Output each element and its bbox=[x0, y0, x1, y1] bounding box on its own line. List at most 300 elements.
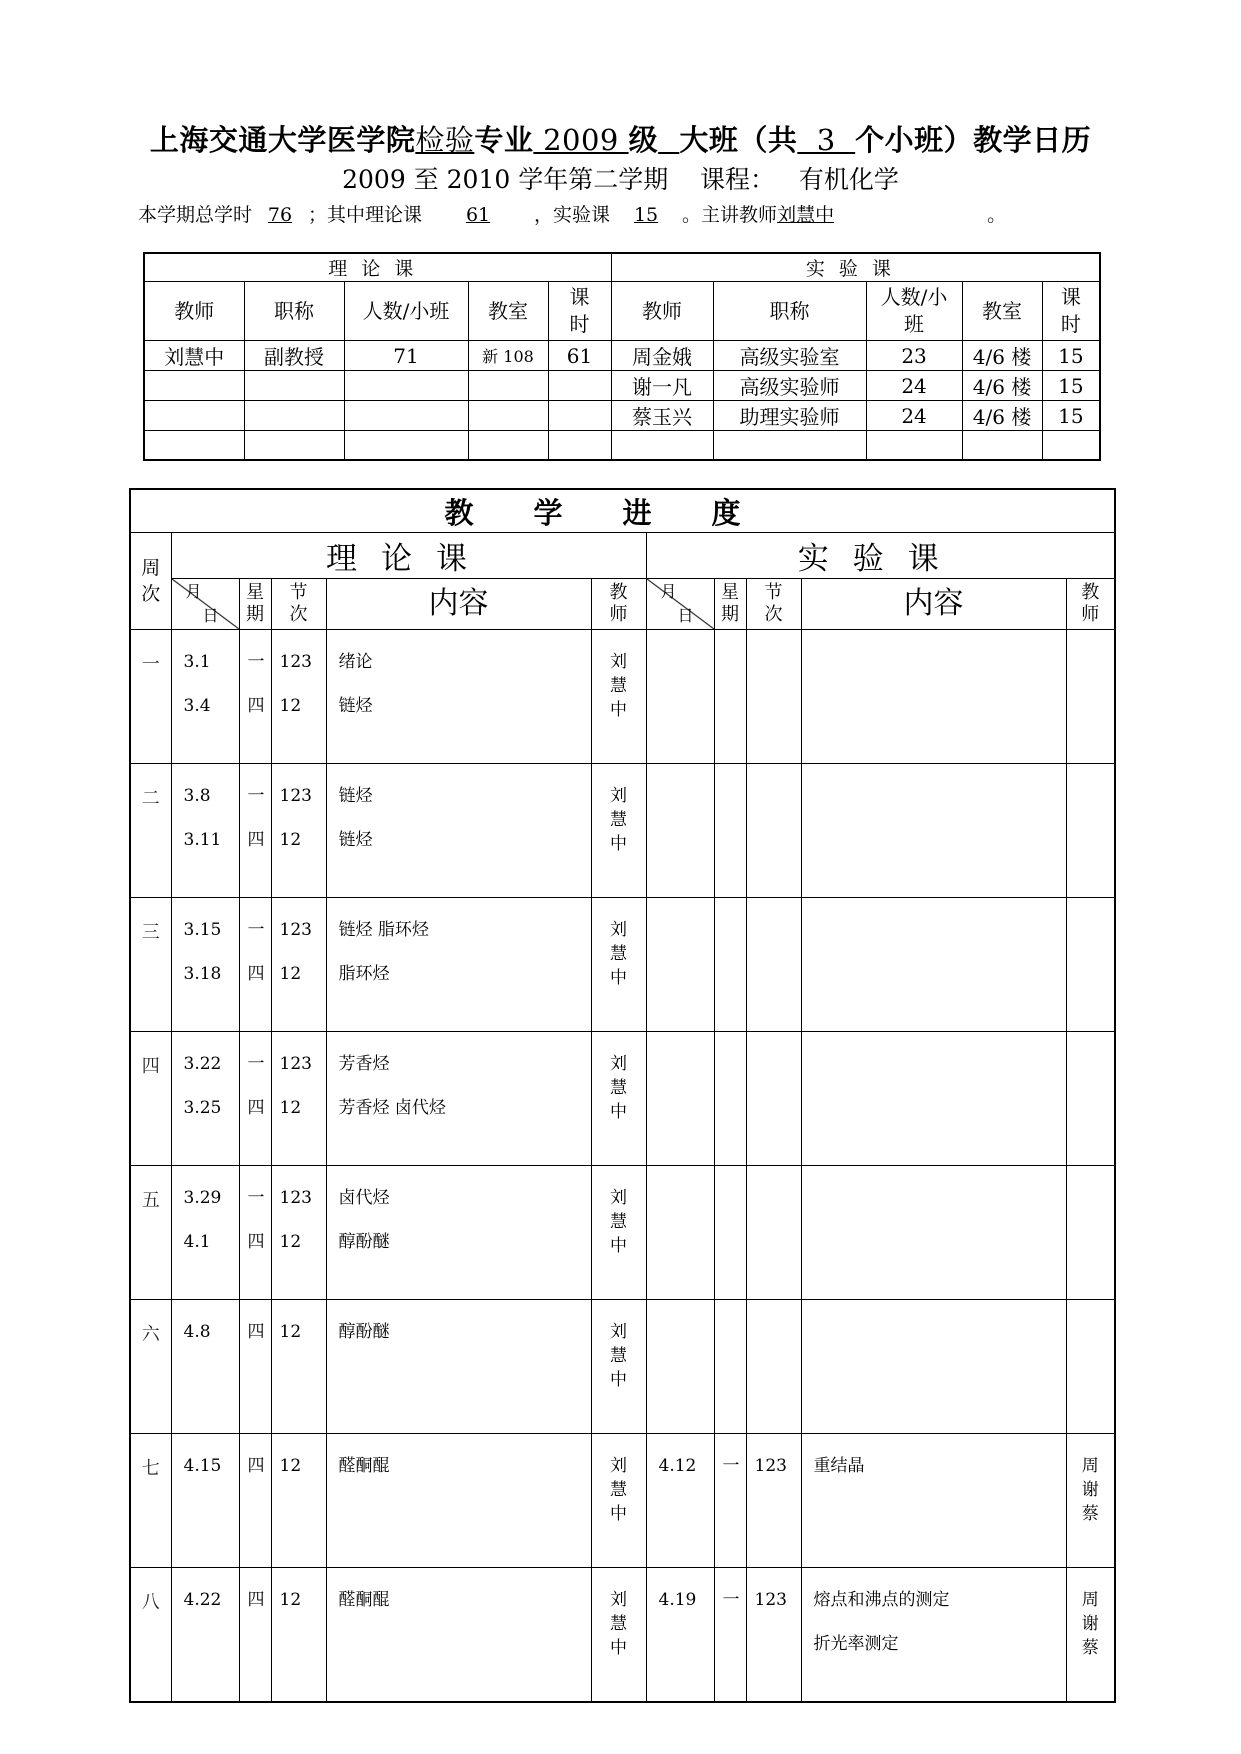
theory-weekday bbox=[239, 764, 271, 898]
theory-weekday bbox=[239, 1166, 271, 1300]
summary-cell-l-people: 23 bbox=[866, 341, 962, 371]
summary-cell-t-room: 新 108 bbox=[468, 341, 548, 371]
col-lab-teacher: 教师 bbox=[611, 282, 713, 341]
col-lab-room: 教室 bbox=[962, 282, 1042, 341]
summary-cell-l-people: 24 bbox=[866, 371, 962, 401]
lab-date bbox=[646, 1434, 714, 1568]
col-week-line1: 周 bbox=[141, 557, 161, 579]
lab-period bbox=[746, 1568, 801, 1703]
lab-teacher-char: 谢 bbox=[1081, 1614, 1099, 1634]
summary-cell-l-room bbox=[962, 431, 1042, 461]
title-blank bbox=[658, 123, 679, 157]
lab-period bbox=[746, 1166, 801, 1300]
summary-cell-l-teacher: 蔡玉兴 bbox=[611, 401, 713, 431]
theory-date-line: 3.4 bbox=[183, 696, 211, 716]
theory-weekday-line: 一 bbox=[247, 920, 265, 940]
theory-weekday bbox=[239, 1434, 271, 1568]
info-theory-label: ；其中理论课 bbox=[308, 204, 423, 226]
col-lab-month: 月 bbox=[660, 582, 677, 601]
theory-teacher bbox=[591, 764, 646, 898]
theory-content bbox=[326, 1166, 591, 1300]
theory-weekday-line: 四 bbox=[247, 1322, 265, 1342]
lab-period bbox=[746, 1300, 801, 1434]
lab-content bbox=[801, 1300, 1066, 1434]
theory-period-line: 123 bbox=[279, 1054, 312, 1074]
summary-row bbox=[144, 371, 1100, 401]
lab-teacher bbox=[1066, 630, 1115, 764]
summary-cell-l-room: 4/6 楼 bbox=[962, 401, 1042, 431]
lab-weekday bbox=[714, 1032, 746, 1166]
theory-teacher-char: 刘 bbox=[610, 920, 627, 940]
theory-teacher-char: 刘 bbox=[610, 1188, 627, 1208]
theory-weekday bbox=[239, 630, 271, 764]
week-number: 八 bbox=[130, 1568, 171, 1703]
title-class-count: 3 bbox=[797, 123, 856, 157]
title-level: 级 bbox=[628, 123, 659, 157]
theory-date-line: 3.8 bbox=[183, 786, 211, 806]
theory-date bbox=[171, 630, 239, 764]
lab-weekday-line: 一 bbox=[722, 1456, 740, 1476]
summary-cell-l-hours: 15 bbox=[1042, 401, 1100, 431]
theory-content bbox=[326, 630, 591, 764]
summary-cell-l-room: 4/6 楼 bbox=[962, 371, 1042, 401]
summary-cell-l-teacher: 周金娥 bbox=[611, 341, 713, 371]
theory-weekday-line: 四 bbox=[247, 1590, 265, 1610]
lab-content bbox=[801, 1434, 1066, 1568]
date-diagonal bbox=[172, 579, 239, 629]
theory-teacher-char: 慧 bbox=[610, 1480, 627, 1500]
lab-period-line: 123 bbox=[754, 1456, 787, 1476]
theory-teacher-char: 慧 bbox=[610, 944, 627, 964]
info-theory-value: 61 bbox=[465, 204, 491, 226]
lab-teacher-char: 蔡 bbox=[1081, 1638, 1099, 1658]
col-lab-weekday-line1: 星 bbox=[721, 582, 739, 603]
summary-cell-t-title: 副教授 bbox=[244, 341, 344, 371]
col-people: 人数/小班 bbox=[344, 282, 468, 341]
theory-content-line: 脂环烃 bbox=[338, 964, 390, 984]
lab-date-line: 4.19 bbox=[658, 1590, 697, 1610]
summary-row bbox=[144, 341, 1100, 371]
theory-teacher-char: 刘 bbox=[610, 1590, 627, 1610]
summary-cell-l-title bbox=[713, 431, 866, 461]
theory-teacher-char: 刘 bbox=[610, 652, 627, 672]
lab-teacher bbox=[1066, 1434, 1115, 1568]
lab-teacher-char: 谢 bbox=[1081, 1480, 1099, 1500]
theory-content-line: 芳香烃 bbox=[338, 1054, 390, 1074]
theory-period-line: 12 bbox=[279, 964, 302, 984]
theory-weekday-line: 一 bbox=[247, 652, 265, 672]
theory-date bbox=[171, 1032, 239, 1166]
theory-weekday bbox=[239, 898, 271, 1032]
theory-teacher-char: 中 bbox=[610, 1236, 627, 1256]
theory-content-line: 绪论 bbox=[338, 652, 373, 672]
hours-info-line bbox=[138, 200, 1006, 227]
summary-cell-l-title: 助理实验师 bbox=[713, 401, 866, 431]
theory-period-line: 123 bbox=[279, 652, 312, 672]
lab-teacher-char: 周 bbox=[1081, 1456, 1099, 1476]
theory-content-line: 链烃 bbox=[338, 696, 373, 716]
theory-teacher-char: 中 bbox=[610, 834, 627, 854]
theory-teacher-char: 中 bbox=[610, 700, 627, 720]
lab-content bbox=[801, 1032, 1066, 1166]
lab-date-line: 4.12 bbox=[658, 1456, 697, 1476]
lab-date bbox=[646, 898, 714, 1032]
theory-date-line: 4.1 bbox=[183, 1232, 211, 1252]
theory-content-line: 醇酚醚 bbox=[338, 1232, 390, 1252]
col-lab-period-line2: 次 bbox=[764, 604, 783, 625]
info-total-value: 76 bbox=[267, 204, 293, 226]
lab-teacher bbox=[1066, 1166, 1115, 1300]
summary-cell-l-hours: 15 bbox=[1042, 341, 1100, 371]
theory-content bbox=[326, 1434, 591, 1568]
theory-teacher bbox=[591, 630, 646, 764]
summary-cell-l-people bbox=[866, 431, 962, 461]
summary-row bbox=[144, 431, 1100, 461]
theory-period bbox=[271, 898, 326, 1032]
theory-teacher-char: 刘 bbox=[610, 786, 627, 806]
summary-cell-t-room bbox=[468, 401, 548, 431]
theory-period-line: 12 bbox=[279, 830, 302, 850]
theory-date bbox=[171, 1300, 239, 1434]
theory-weekday-line: 四 bbox=[247, 1232, 265, 1252]
summary-cell-t-teacher bbox=[144, 401, 244, 431]
theory-date-line: 3.18 bbox=[183, 964, 222, 984]
summary-cell-l-title: 高级实验室 bbox=[713, 341, 866, 371]
theory-teacher-char: 刘 bbox=[610, 1054, 627, 1074]
lab-weekday-line: 一 bbox=[722, 1590, 740, 1610]
col-lab-people bbox=[866, 282, 962, 341]
theory-weekday-line: 一 bbox=[247, 1054, 265, 1074]
col-period bbox=[271, 579, 326, 630]
summary-cell-t-title bbox=[244, 431, 344, 461]
col-weekday-line2: 期 bbox=[246, 604, 264, 625]
lab-teacher bbox=[1066, 1032, 1115, 1166]
info-total-label: 本学期总学时 bbox=[138, 204, 253, 226]
schedule-week-row bbox=[130, 630, 1115, 764]
summary-cell-t-title bbox=[244, 371, 344, 401]
col-title: 职称 bbox=[244, 282, 344, 341]
col-hours-line1: 课 bbox=[569, 285, 590, 309]
summary-cell-l-hours bbox=[1042, 431, 1100, 461]
schedule-table bbox=[129, 488, 1116, 1703]
summary-cell-l-teacher bbox=[611, 431, 713, 461]
lab-weekday bbox=[714, 1300, 746, 1434]
theory-period bbox=[271, 1300, 326, 1434]
col-lab-people-line2: 班 bbox=[904, 312, 925, 336]
week-number: 三 bbox=[130, 898, 171, 1032]
info-end: 。 bbox=[987, 204, 1007, 226]
theory-weekday-line: 四 bbox=[247, 696, 265, 716]
summary-theory-header: 理论课 bbox=[144, 253, 611, 282]
theory-teacher-char: 中 bbox=[610, 1102, 627, 1122]
theory-teacher bbox=[591, 1166, 646, 1300]
theory-period bbox=[271, 1568, 326, 1703]
schedule-week-row bbox=[130, 1434, 1115, 1568]
theory-date bbox=[171, 1568, 239, 1703]
lab-content-line: 重结晶 bbox=[813, 1456, 865, 1476]
schedule-theory-header: 理论课 bbox=[171, 533, 646, 579]
lab-date bbox=[646, 764, 714, 898]
lab-content-line: 熔点和沸点的测定 bbox=[813, 1590, 950, 1610]
summary-cell-t-people bbox=[344, 371, 468, 401]
col-week-line2: 次 bbox=[141, 583, 161, 605]
lab-period bbox=[746, 1032, 801, 1166]
lab-weekday bbox=[714, 898, 746, 1032]
lab-teacher bbox=[1066, 1568, 1115, 1703]
theory-teacher bbox=[591, 1300, 646, 1434]
theory-period-line: 12 bbox=[279, 696, 302, 716]
summary-cell-t-hours bbox=[548, 371, 611, 401]
theory-date-line: 4.8 bbox=[183, 1322, 211, 1342]
lab-content bbox=[801, 1166, 1066, 1300]
theory-weekday-line: 四 bbox=[247, 1098, 265, 1118]
theory-period bbox=[271, 1032, 326, 1166]
schedule-week-row bbox=[130, 898, 1115, 1032]
theory-period bbox=[271, 1166, 326, 1300]
col-week bbox=[130, 533, 171, 630]
theory-teacher-char: 慧 bbox=[610, 1346, 627, 1366]
theory-weekday bbox=[239, 1032, 271, 1166]
theory-date-line: 4.15 bbox=[183, 1456, 222, 1476]
theory-period-line: 12 bbox=[279, 1232, 302, 1252]
theory-period-line: 12 bbox=[279, 1456, 302, 1476]
lab-teacher-char: 周 bbox=[1081, 1590, 1099, 1610]
info-teacher-value: 刘慧中 bbox=[777, 204, 835, 226]
theory-period bbox=[271, 1434, 326, 1568]
title-school: 上海交通大学医学院 bbox=[149, 123, 416, 157]
theory-teacher bbox=[591, 1568, 646, 1703]
col-lab-weekday-line2: 期 bbox=[721, 604, 739, 625]
theory-content bbox=[326, 764, 591, 898]
summary-cell-t-hours bbox=[548, 401, 611, 431]
theory-teacher-char: 刘 bbox=[610, 1456, 627, 1476]
theory-weekday-line: 一 bbox=[247, 1188, 265, 1208]
lab-date bbox=[646, 1166, 714, 1300]
theory-teacher bbox=[591, 1434, 646, 1568]
schedule-week-row bbox=[130, 1568, 1115, 1703]
col-hours-line2: 时 bbox=[569, 312, 590, 336]
col-day: 日 bbox=[202, 606, 219, 625]
info-lab-label: ，实验课 bbox=[534, 204, 611, 226]
theory-weekday bbox=[239, 1568, 271, 1703]
lab-period bbox=[746, 898, 801, 1032]
summary-cell-l-room: 4/6 楼 bbox=[962, 341, 1042, 371]
title-major: 检验 bbox=[415, 123, 475, 157]
info-lab-value: 15 bbox=[633, 204, 659, 226]
theory-teacher-char: 中 bbox=[610, 968, 627, 988]
theory-teacher bbox=[591, 1032, 646, 1166]
subtitle bbox=[0, 160, 1241, 196]
col-teacher: 教师 bbox=[144, 282, 244, 341]
theory-weekday-line: 一 bbox=[247, 786, 265, 806]
lab-period bbox=[746, 764, 801, 898]
theory-period-line: 12 bbox=[279, 1098, 302, 1118]
theory-teacher bbox=[591, 898, 646, 1032]
col-lab-hours-line1: 课 bbox=[1060, 285, 1081, 309]
summary-cell-l-title: 高级实验师 bbox=[713, 371, 866, 401]
col-lab-hours bbox=[1042, 282, 1100, 341]
summary-cell-t-title bbox=[244, 401, 344, 431]
col-lab-teacher bbox=[1066, 579, 1115, 630]
subtitle-course: 有机化学 bbox=[798, 165, 899, 194]
col-teacher bbox=[591, 579, 646, 630]
col-lab-content: 内容 bbox=[801, 579, 1066, 630]
col-lab-period-line1: 节 bbox=[764, 582, 783, 603]
lab-date-diagonal bbox=[647, 579, 714, 629]
summary-row bbox=[144, 401, 1100, 431]
theory-weekday-line: 四 bbox=[247, 964, 265, 984]
theory-date bbox=[171, 1166, 239, 1300]
theory-date-line: 3.15 bbox=[183, 920, 222, 940]
info-teacher-label: 。主讲教师 bbox=[682, 204, 778, 226]
theory-date-line: 4.22 bbox=[183, 1590, 222, 1610]
theory-date bbox=[171, 1434, 239, 1568]
lab-content bbox=[801, 1568, 1066, 1703]
theory-content bbox=[326, 1300, 591, 1434]
col-lab-hours-line2: 时 bbox=[1060, 312, 1081, 336]
theory-content-line: 芳香烃 卤代烃 bbox=[338, 1098, 446, 1118]
lab-period-line: 123 bbox=[754, 1590, 787, 1610]
theory-period bbox=[271, 764, 326, 898]
col-room: 教室 bbox=[468, 282, 548, 341]
week-number: 六 bbox=[130, 1300, 171, 1434]
theory-period-line: 12 bbox=[279, 1322, 302, 1342]
lab-date bbox=[646, 1300, 714, 1434]
lab-date bbox=[646, 1568, 714, 1703]
theory-content-line: 醇酚醚 bbox=[338, 1322, 390, 1342]
theory-content-line: 链烃 脂环烃 bbox=[338, 920, 429, 940]
lab-date bbox=[646, 1032, 714, 1166]
lab-period bbox=[746, 1434, 801, 1568]
theory-weekday-line: 四 bbox=[247, 1456, 265, 1476]
theory-teacher-char: 慧 bbox=[610, 810, 627, 830]
col-lab-day: 日 bbox=[677, 606, 694, 625]
lab-teacher bbox=[1066, 898, 1115, 1032]
lab-teacher-char: 蔡 bbox=[1081, 1504, 1099, 1524]
col-lab-teacher-line1: 教 bbox=[1081, 582, 1100, 603]
col-lab-date bbox=[646, 579, 714, 630]
theory-content bbox=[326, 898, 591, 1032]
lab-content bbox=[801, 630, 1066, 764]
week-number: 四 bbox=[130, 1032, 171, 1166]
week-number: 五 bbox=[130, 1166, 171, 1300]
summary-cell-t-teacher bbox=[144, 431, 244, 461]
theory-teacher-char: 慧 bbox=[610, 1614, 627, 1634]
col-lab-period bbox=[746, 579, 801, 630]
theory-weekday bbox=[239, 1300, 271, 1434]
summary-table bbox=[143, 252, 1101, 461]
theory-content-line: 醛酮醌 bbox=[338, 1590, 390, 1610]
schedule-week-row bbox=[130, 1300, 1115, 1434]
title-suffix: 个小班）教学日历 bbox=[855, 123, 1092, 157]
theory-date-line: 3.11 bbox=[183, 830, 222, 850]
lab-content-line: 折光率测定 bbox=[813, 1634, 899, 1654]
summary-cell-l-hours: 15 bbox=[1042, 371, 1100, 401]
theory-date-line: 3.22 bbox=[183, 1054, 222, 1074]
theory-teacher-char: 慧 bbox=[610, 676, 627, 696]
theory-date bbox=[171, 898, 239, 1032]
schedule-week-row bbox=[130, 1166, 1115, 1300]
col-weekday-line1: 星 bbox=[246, 582, 264, 603]
schedule-title: 教学进度 bbox=[130, 489, 1115, 533]
schedule-week-row bbox=[130, 1032, 1115, 1166]
theory-period bbox=[271, 630, 326, 764]
theory-content bbox=[326, 1568, 591, 1703]
col-hours bbox=[548, 282, 611, 341]
col-teacher-line1: 教 bbox=[609, 582, 628, 603]
col-weekday bbox=[239, 579, 271, 630]
lab-weekday bbox=[714, 1166, 746, 1300]
theory-teacher-char: 中 bbox=[610, 1638, 627, 1658]
theory-period-line: 123 bbox=[279, 786, 312, 806]
lab-date bbox=[646, 630, 714, 764]
lab-content bbox=[801, 898, 1066, 1032]
lab-teacher bbox=[1066, 1300, 1115, 1434]
col-lab-title: 职称 bbox=[713, 282, 866, 341]
summary-cell-t-room bbox=[468, 431, 548, 461]
lab-period bbox=[746, 630, 801, 764]
page-title bbox=[0, 118, 1241, 159]
subtitle-course-label: 课程： bbox=[700, 165, 776, 194]
theory-date-line: 3.29 bbox=[183, 1188, 222, 1208]
theory-content-line: 卤代烃 bbox=[338, 1188, 390, 1208]
title-class: 大班（共 bbox=[679, 123, 798, 157]
theory-teacher-char: 慧 bbox=[610, 1078, 627, 1098]
theory-teacher-char: 中 bbox=[610, 1370, 627, 1390]
theory-weekday-line: 四 bbox=[247, 830, 265, 850]
col-lab-teacher-line2: 师 bbox=[1081, 604, 1100, 625]
title-major-suffix: 专业 bbox=[474, 123, 534, 157]
col-period-line2: 次 bbox=[289, 604, 308, 625]
col-month: 月 bbox=[185, 582, 202, 601]
summary-cell-t-teacher bbox=[144, 371, 244, 401]
col-period-line1: 节 bbox=[289, 582, 308, 603]
theory-content-line: 醛酮醌 bbox=[338, 1456, 390, 1476]
theory-content-line: 链烃 bbox=[338, 786, 373, 806]
lab-weekday bbox=[714, 630, 746, 764]
theory-period-line: 12 bbox=[279, 1590, 302, 1610]
theory-content bbox=[326, 1032, 591, 1166]
subtitle-years: 2009 至 2010 学年第二学期 bbox=[342, 165, 669, 194]
theory-teacher-char: 慧 bbox=[610, 1212, 627, 1232]
theory-date bbox=[171, 764, 239, 898]
summary-cell-t-people bbox=[344, 401, 468, 431]
title-grade: 2009 bbox=[533, 123, 629, 157]
lab-teacher bbox=[1066, 764, 1115, 898]
summary-cell-l-people: 24 bbox=[866, 401, 962, 431]
col-teacher-line2: 师 bbox=[609, 604, 628, 625]
theory-date-line: 3.25 bbox=[183, 1098, 222, 1118]
theory-content-line: 链烃 bbox=[338, 830, 373, 850]
summary-cell-t-people: 71 bbox=[344, 341, 468, 371]
summary-cell-t-people bbox=[344, 431, 468, 461]
theory-teacher-char: 中 bbox=[610, 1504, 627, 1524]
lab-weekday bbox=[714, 1568, 746, 1703]
theory-period-line: 123 bbox=[279, 1188, 312, 1208]
schedule-week-row bbox=[130, 764, 1115, 898]
col-lab-people-line1: 人数/小 bbox=[880, 285, 948, 309]
col-lab-weekday bbox=[714, 579, 746, 630]
summary-cell-t-teacher: 刘慧中 bbox=[144, 341, 244, 371]
summary-cell-t-hours: 61 bbox=[548, 341, 611, 371]
theory-period-line: 123 bbox=[279, 920, 312, 940]
theory-teacher-char: 刘 bbox=[610, 1322, 627, 1342]
theory-date-line: 3.1 bbox=[183, 652, 211, 672]
summary-cell-l-teacher: 谢一凡 bbox=[611, 371, 713, 401]
summary-lab-header: 实验课 bbox=[611, 253, 1100, 282]
week-number: 二 bbox=[130, 764, 171, 898]
summary-cell-t-hours bbox=[548, 431, 611, 461]
